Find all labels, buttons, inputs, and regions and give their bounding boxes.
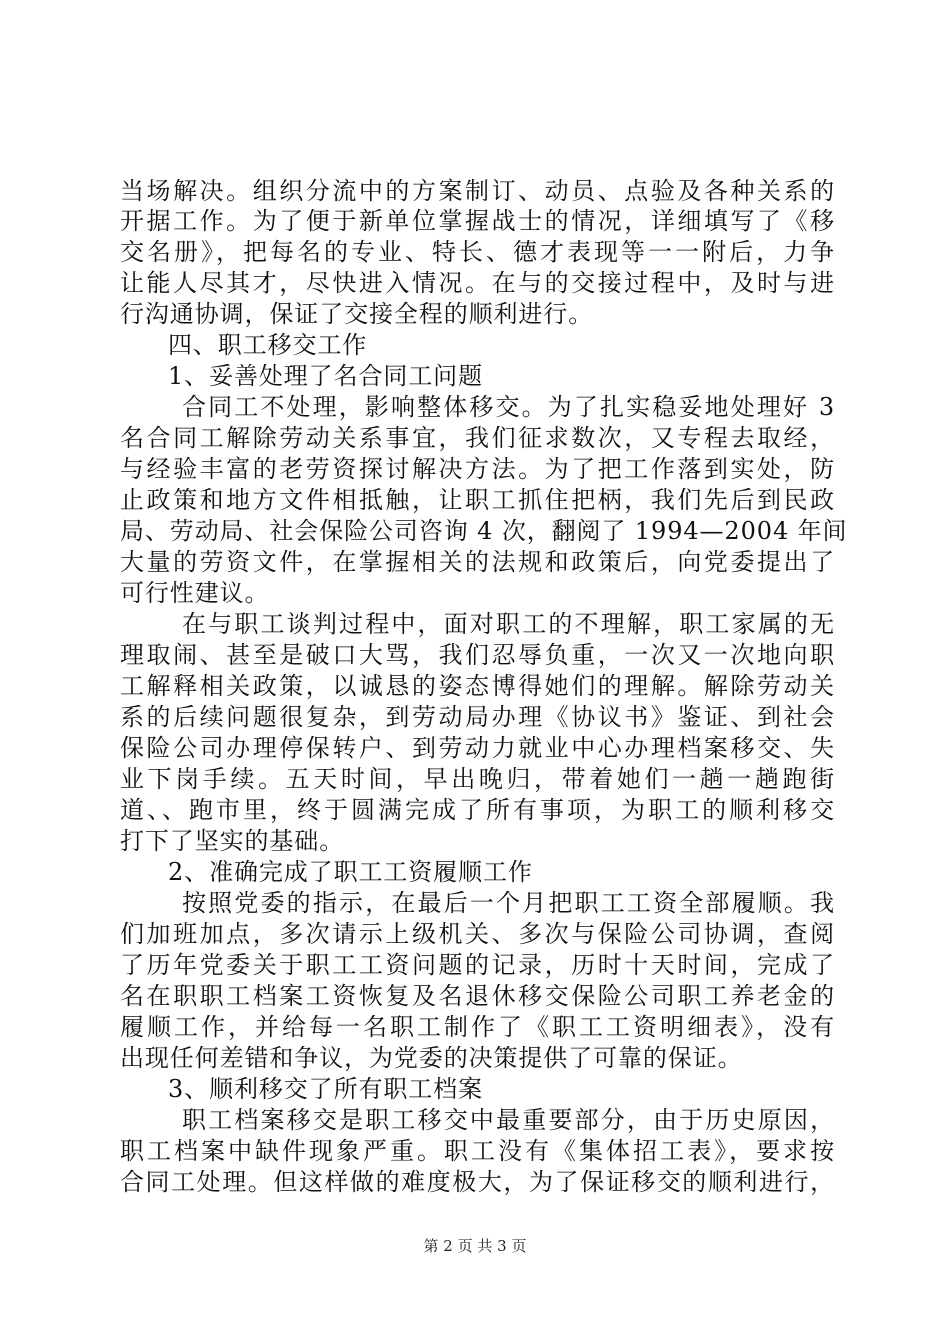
text-line: 道、、跑市里，终于圆满完成了所有事项，为职工的顺利移交	[120, 796, 835, 824]
text-line: 出现任何差错和争议，为党委的决策提供了可靠的保证。	[120, 1044, 743, 1072]
text-line: 合同工处理。但这样做的难度极大，为了保证移交的顺利进行，	[120, 1168, 835, 1196]
text-line: 保险公司办理停保转户、到劳动力就业中心办理档案移交、失	[120, 734, 835, 762]
text-line: 名合同工解除劳动关系事宜，我们征求数次，又专程去取经，	[120, 424, 835, 452]
text-line: 可行性建议。	[120, 579, 270, 607]
text-line: 与经验丰富的老劳资探讨解决方法。为了把工作落到实处，防	[120, 455, 835, 483]
subsection-heading: 1、妥善处理了名合同工问题	[168, 362, 483, 390]
text-line: 止政策和地方文件相抵触，让职工抓住把柄，我们先后到民政	[120, 486, 835, 514]
paragraph-first-line: 在与职工谈判过程中，面对职工的不理解，职工家属的无	[182, 610, 835, 638]
page-number-footer: 第 2 页 共 3 页	[423, 1237, 527, 1255]
subsection-heading: 2、准确完成了职工工资履顺工作	[168, 858, 533, 886]
section-heading: 四、职工移交工作	[168, 331, 368, 359]
paragraph-first-line: 按照党委的指示，在最后一个月把职工工资全部履顺。我	[182, 889, 835, 917]
text-line: 让能人尽其才，尽快进入情况。在与的交接过程中，及时与进	[120, 269, 835, 297]
text-line: 打下了坚实的基础。	[120, 827, 345, 855]
text-line: 们加班加点，多次请示上级机关、多次与保险公司协调，查阅	[120, 920, 835, 948]
text-line: 局、劳动局、社会保险公司咨询 4 次，翻阅了 1994—2004 年间	[120, 517, 848, 545]
text-line: 名在职职工档案工资恢复及名退休移交保险公司职工养老金的	[120, 982, 835, 1010]
text-line: 职工档案中缺件现象严重。职工没有《集体招工表》，要求按	[120, 1137, 835, 1165]
text-line: 了历年党委关于职工工资问题的记录，历时十天时间，完成了	[120, 951, 835, 979]
text-line: 行沟通协调，保证了交接全程的顺利进行。	[120, 300, 594, 328]
text-line: 开据工作。为了便于新单位掌握战士的情况，详细填写了《移	[120, 207, 835, 235]
text-line: 业下岗手续。五天时间，早出晚归，带着她们一趟一趟跑街	[120, 765, 835, 793]
paragraph-first-line: 职工档案移交是职工移交中最重要部分，由于历史原因，	[182, 1106, 835, 1134]
text-line: 履顺工作，并给每一名职工制作了《职工工资明细表》，没有	[120, 1013, 835, 1041]
paragraph-first-line: 合同工不处理，影响整体移交。为了扎实稳妥地处理好 3	[182, 393, 835, 421]
text-line: 当场解决。组织分流中的方案制订、动员、点验及各种关系的	[120, 177, 835, 205]
text-line: 大量的劳资文件，在掌握相关的法规和政策后，向党委提出了	[120, 548, 835, 576]
subsection-heading: 3、顺利移交了所有职工档案	[168, 1075, 483, 1103]
text-line: 工解释相关政策，以诚恳的姿态博得她们的理解。解除劳动关	[120, 672, 835, 700]
text-line: 交名册》，把每名的专业、特长、德才表现等一一附后，力争	[120, 238, 835, 266]
text-line: 系的后续问题很复杂，到劳动局办理《协议书》鉴证、到社会	[120, 703, 835, 731]
text-line: 理取闹、甚至是破口大骂，我们忍辱负重，一次又一次地向职	[120, 641, 835, 669]
